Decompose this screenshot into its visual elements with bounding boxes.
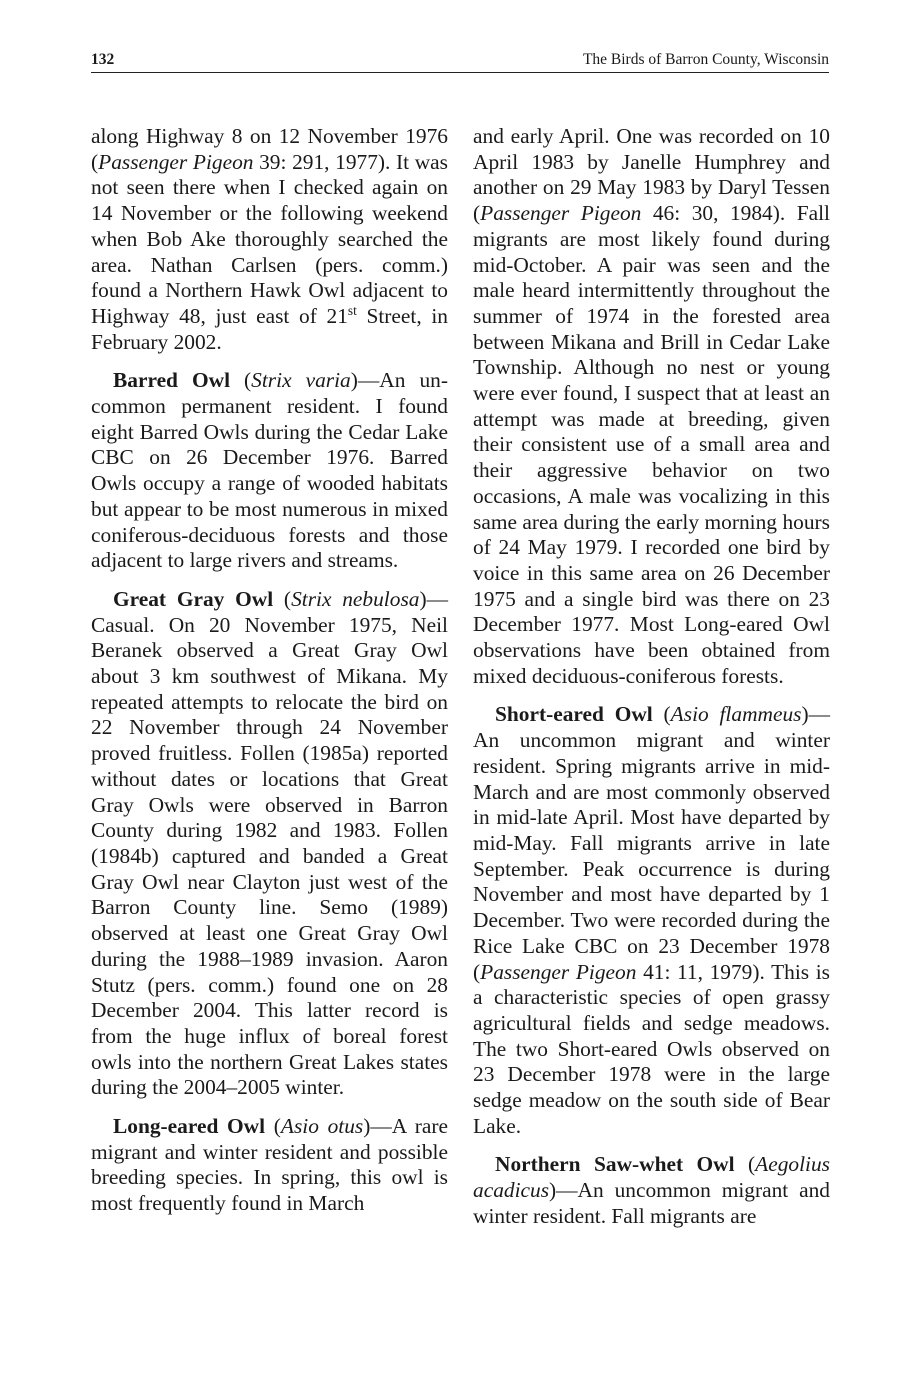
left-column xyxy=(91,124,448,1217)
long-eared-owl-continuation: and early April. One was recorded on 10 April 1983 by Janelle Humphrey and another on 29 May 1983 by Daryl Tessen (Passenger Pigeon 46: 30, 1984). Fall migrants are most likely found during mid-October. A pair was seen and the male heard intermittently throughout the summer of 1974 in the forested area between Mikana and Brill in Cedar Lake Township. Although no nest or young were ever found, I suspect that at least an attempt was made at breeding, given their consistent use of a small area and their aggressive behavior on two occasions, A male was vocalizing in this same area during the early morning hours of 24 May 1979. I recorded one bird by voice in this same area on 26 December 1975 and a single bird was there on 23 December 1977. Most Long-eared Owl observations have been obtained from mixed deciduous-coniferous forests. xyxy=(473,124,830,688)
scientific-name: Aegolius acadicus xyxy=(473,1152,830,1203)
scientific-name: Strix nebulosa xyxy=(291,586,420,611)
hawk-owl-continuation: along Highway 8 on 12 November 1976 (Passenger Pigeon 39: 291, 1977). It was not seen there when I checked again on 14 November or the following weekend when Bob Ake thoroughly searched the area. Nathan Carlsen (pers. comm.) found a Northern Hawk Owl adjacent to Highway 48, just east of 21st Street, in February 2002. xyxy=(91,124,449,354)
great-gray-owl-entry: Great Gray Owl (Strix nebulosa)—Casual. On 20 November 1975, Neil Beranek observed a Great Gray Owl about 3 km southwest of Mikana. My repeated attempts to relocate the bird on 22 November through 24 November proved fruitless. Follen (1985a) reported without dates or locations that Great Gray Owls were observed in Barron County during 1982 and 1983. Follen (1984b) captured and banded a Great Gray Owl near Clayton just west of the Barron County line. Semo (1989) observed at least one Great Gray Owl during the 1988–1989 invasion. Aaron Stutz (pers. comm.) found one on 28 December 2004. This latter record is from the huge influx of boreal forest owls into the northern Great Lakes states during the 2004–2005 winter. xyxy=(91,586,448,1100)
running-header xyxy=(91,49,829,71)
header-rule xyxy=(91,72,829,73)
species-name: Great Gray Owl xyxy=(113,586,274,611)
saw-whet-owl-entry: Northern Saw-whet Owl (Aegolius acadicus)—An uncommon migrant and winter resident. Fall migrants are xyxy=(473,1152,830,1228)
species-name: Short-eared Owl xyxy=(495,702,653,727)
short-eared-owl-entry: Short-eared Owl (Asio flammeus)—An uncommon migrant and winter resident. Spring migrants arrive in mid-March and are most commonly observed in mid-late April. Most have departed by mid-May. Fall migrants arrive in late September. Peak occurrence is during November and most have departed by 1 December. Two were recorded during the Rice Lake CBC on 23 December 1978 (Passenger Pigeon 41: 11, 1979). This is a characteristic species of open grassy agricultural fields and sedge meadows. The two Short-eared Owls observed on 23 December 1978 were in the large sedge meadow on the south side of Bear Lake. xyxy=(473,702,830,1138)
scientific-name: Strix varia xyxy=(251,368,351,393)
barred-owl-entry: Barred Owl (Strix varia)—An uncommon permanent resident. I found eight Barred Owls during the Cedar Lake CBC on 26 December 1976. Barred Owls occupy a range of wooded habitats but appear to be most numerous in mixed coniferous-deciduous forests and those adjacent to large rivers and streams. xyxy=(91,368,448,573)
long-eared-owl-entry: Long-eared Owl (Asio otus)—A rare migrant and winter resident and possible breeding species. In spring, this owl is most frequently found in March xyxy=(91,1114,448,1216)
species-name: Northern Saw-whet Owl xyxy=(495,1152,735,1177)
right-column xyxy=(473,124,830,1230)
page-number: 132 xyxy=(91,51,115,68)
scientific-name: Asio otus xyxy=(280,1114,364,1139)
running-title: The Birds of Barron County, Wisconsin xyxy=(582,51,829,68)
species-name: Long-eared Owl xyxy=(113,1114,266,1139)
species-name: Barred Owl xyxy=(113,368,231,393)
scientific-name: Asio flammeus xyxy=(670,702,802,727)
